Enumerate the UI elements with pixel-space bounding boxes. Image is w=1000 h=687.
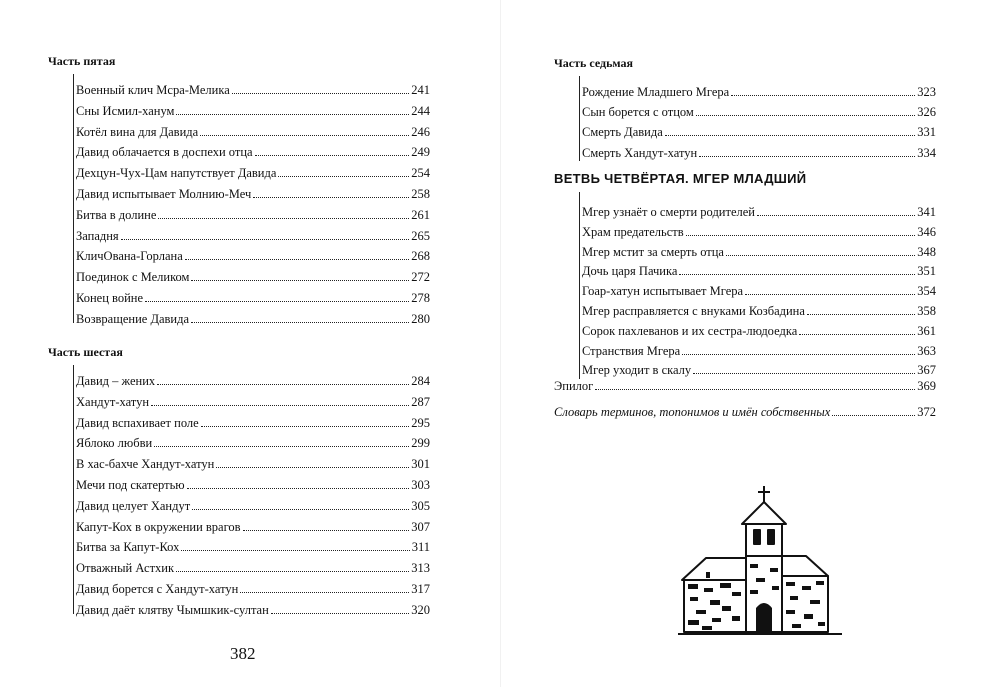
branch4-bracket: [579, 192, 580, 379]
dot-leader: [745, 294, 915, 295]
toc-entry: [76, 286, 430, 306]
dot-leader: [757, 215, 915, 216]
dot-leader: [679, 274, 915, 275]
toc-entry-page: 265: [411, 228, 430, 243]
toc-entry: [76, 411, 430, 431]
toc-entry: [582, 80, 936, 100]
toc-entry-page: 287: [411, 394, 430, 409]
part5-section: [48, 54, 430, 326]
toc-entry-title: Давид борется с Хандут-хатун: [76, 582, 239, 596]
toc-entry-page: 295: [411, 415, 430, 430]
part7-title: Часть седьмая: [554, 56, 634, 70]
toc-entry: [76, 203, 430, 223]
dot-leader: [271, 613, 409, 614]
dot-leader: [686, 235, 916, 236]
dot-leader: [187, 488, 410, 489]
toc-entry-page: 305: [411, 498, 430, 513]
epilogue-page: 369: [917, 379, 936, 393]
toc-entry: [582, 220, 936, 240]
toc-entry: [76, 390, 430, 410]
toc-entry-title: Смерть Хандут-хатун: [582, 145, 698, 160]
page-number: 382: [230, 644, 256, 663]
toc-entry-title: Битва за Капут-Кох: [76, 540, 180, 555]
dot-leader: [832, 415, 915, 416]
toc-entry-title: Мгер расправляется с внуками Козбадина: [582, 304, 805, 318]
part7-bracket: [579, 76, 580, 161]
toc-entry-page: 326: [917, 105, 936, 120]
toc-entry: [582, 299, 936, 319]
toc-entry: [76, 515, 430, 535]
glossary-entry: [554, 400, 936, 420]
dot-leader: [181, 550, 409, 551]
dot-leader: [696, 115, 915, 116]
dot-leader: [253, 197, 409, 198]
toc-entry: [76, 265, 430, 285]
toc-entry-page: 317: [411, 582, 430, 596]
toc-entry-title: В хас-бахче Хандут-хатун: [76, 457, 215, 472]
toc-entry: [582, 339, 936, 359]
part5-title: Часть пятая: [48, 54, 116, 68]
toc-entry: [76, 473, 430, 493]
dot-leader: [216, 467, 409, 468]
dot-leader: [158, 218, 409, 219]
toc-entry-page: 346: [917, 224, 936, 239]
dot-leader: [255, 155, 410, 156]
toc-entry-title: Возвращение Давида: [76, 311, 190, 326]
toc-entry: [582, 100, 936, 120]
dot-leader: [176, 571, 409, 572]
toc-entry-title: Гоар-хатун испытывает Мгера: [582, 284, 744, 299]
toc-entry-title: Сорок пахлеванов и их сестра-людоедка: [582, 323, 798, 338]
toc-entry-title: Хандут-хатун: [76, 394, 150, 409]
toc-entry-page: 241: [411, 83, 430, 97]
toc-entry: [76, 99, 430, 119]
toc-entry-title: Дехцун-Чух-Цам напутствует Давида: [76, 166, 277, 181]
toc-entry: [76, 431, 430, 451]
part6-section: [48, 345, 430, 617]
toc-entry-title: Давид даёт клятву Чымшкик-султан: [76, 602, 269, 617]
toc-entry-title: Поединок с Меликом: [76, 270, 190, 285]
toc-entry-title: Давид – жених: [76, 374, 156, 388]
toc-entry-page: 354: [917, 284, 936, 299]
toc-entry-title: Капут-Кох в окружении врагов: [76, 519, 241, 534]
dot-leader: [726, 255, 915, 256]
dot-leader: [145, 301, 409, 302]
part7-section: [554, 56, 936, 160]
toc-entry-page: 244: [411, 103, 430, 118]
toc-entry: [76, 182, 430, 202]
dot-leader: [201, 426, 410, 427]
toc-entry-page: 313: [411, 561, 430, 576]
dot-leader: [731, 95, 915, 96]
part6-bracket: [73, 365, 74, 614]
toc-entry: [582, 141, 936, 161]
glossary-title: Словарь терминов, топонимов и имён собственных: [554, 405, 831, 419]
toc-entry: [582, 200, 936, 220]
dot-leader: [682, 354, 915, 355]
toc-entry-page: 331: [917, 125, 936, 140]
dot-leader: [232, 93, 409, 94]
toc-entry-title: Отважный Астхик: [76, 561, 175, 576]
toc-entry: [76, 369, 430, 389]
toc-entry-page: 284: [411, 374, 430, 388]
toc-entry-title: Яблоко любви: [76, 436, 153, 451]
part7-entries: [582, 74, 936, 160]
dot-leader: [176, 114, 409, 115]
toc-entry: [582, 120, 936, 140]
toc-entry-page: 261: [411, 207, 430, 222]
toc-entry: [76, 224, 430, 244]
toc-entry-page: 301: [411, 457, 430, 472]
toc-entry-title: КличОвана-Горлана: [76, 249, 183, 264]
toc-entry: [76, 494, 430, 514]
epilogue-entry: [554, 374, 936, 394]
toc-entry-page: 272: [411, 270, 430, 285]
toc-entry-title: Давид вспахивает поле: [76, 415, 199, 430]
dot-leader: [278, 176, 409, 177]
epilogue-section: [554, 374, 936, 394]
toc-entry-page: 280: [411, 311, 430, 326]
toc-entry-title: Смерть Давида: [582, 125, 663, 140]
toc-entry-page: 268: [411, 249, 430, 264]
toc-entry-title: Котёл вина для Давида: [76, 124, 199, 139]
toc-entry-page: 311: [411, 540, 430, 555]
toc-entry: [76, 577, 430, 597]
toc-entry-page: 299: [411, 436, 430, 451]
branch4-title: ВЕТВЬ ЧЕТВЁРТАЯ. МГЕР МЛАДШИЙ: [554, 171, 807, 186]
toc-entry-title: Мечи под скатертью: [76, 478, 185, 492]
toc-entry-page: 249: [411, 145, 430, 160]
dot-leader: [191, 322, 409, 323]
toc-entry: [76, 161, 430, 181]
toc-entry-title: Мгер узнаёт о смерти родителей: [582, 205, 755, 219]
toc-entry-page: 246: [411, 124, 430, 139]
dot-leader: [799, 334, 915, 335]
toc-entry: [76, 598, 430, 618]
toc-entry-title: Сны Исмил-ханум: [76, 103, 175, 118]
toc-entry-title: Дочь царя Пачика: [582, 264, 678, 279]
part5-bracket: [73, 74, 74, 323]
toc-entry: [76, 307, 430, 327]
toc-entry-page: 351: [917, 264, 936, 279]
toc-entry: [76, 452, 430, 472]
toc-entry-page: 254: [411, 166, 430, 181]
toc-entry-page: 363: [917, 343, 936, 358]
part6-entries: [76, 363, 430, 617]
toc-entry-page: 323: [917, 85, 936, 99]
toc-entry-page: 361: [917, 323, 936, 338]
toc-entry-title: Давид испытывает Молнию-Меч: [76, 187, 252, 201]
toc-entry-title: Военный клич Мсра-Мелика: [76, 83, 230, 97]
toc-entry-title: Странствия Мгера: [582, 343, 681, 358]
toc-entry: [582, 319, 936, 339]
toc-entry-page: 334: [917, 145, 936, 160]
toc-entry: [76, 140, 430, 160]
toc-entry: [76, 535, 430, 555]
branch4-entries: [582, 190, 936, 378]
dot-leader: [157, 384, 409, 385]
dot-leader: [154, 446, 409, 447]
toc-entry: [582, 259, 936, 279]
toc-entry: [582, 279, 936, 299]
part5-entries: [76, 72, 430, 326]
part6-title: Часть шестая: [48, 345, 123, 359]
epilogue-title: Эпилог: [554, 379, 594, 393]
glossary-section: [554, 400, 936, 420]
toc-entry-page: 358: [917, 304, 936, 318]
toc-entry-page: 303: [411, 478, 430, 492]
dot-leader: [121, 239, 410, 240]
toc-entry-title: Мгер мстит за смерть отца: [582, 244, 724, 259]
dot-leader: [699, 156, 915, 157]
toc-entry-title: Рождение Младшего Мгера: [582, 85, 730, 99]
dot-leader: [191, 280, 409, 281]
toc-entry-page: 341: [917, 205, 936, 219]
dot-leader: [807, 314, 915, 315]
toc-entry: [582, 240, 936, 260]
toc-entry: [76, 244, 430, 264]
dot-leader: [151, 405, 409, 406]
toc-entry-title: Конец войне: [76, 291, 144, 305]
toc-entry-title: Западня: [76, 228, 119, 243]
toc-entry-page: 307: [411, 519, 430, 534]
dot-leader: [192, 509, 409, 510]
toc-entry-page: 348: [917, 244, 936, 259]
toc-entry-title: Давид облачается в доспехи отца: [76, 145, 253, 160]
toc-entry: [76, 556, 430, 576]
toc-entry-page: 258: [411, 187, 430, 201]
toc-entry-title: Мгер уходит в скалу: [582, 363, 692, 378]
glossary-page: 372: [917, 405, 936, 419]
toc-entry-title: Давид целует Хандут: [76, 498, 191, 513]
toc-entry: [76, 120, 430, 140]
toc-entry: [76, 78, 430, 98]
dot-leader: [185, 259, 409, 260]
dot-leader: [665, 135, 916, 136]
toc-entry-page: 278: [411, 291, 430, 305]
toc-entry-title: Сын борется с отцом: [582, 105, 694, 120]
branch4-section: [554, 171, 936, 378]
church-icon: [676, 484, 844, 644]
toc-entry-page: 320: [411, 602, 430, 617]
dot-leader: [243, 530, 410, 531]
dot-leader: [200, 135, 409, 136]
dot-leader: [240, 592, 409, 593]
toc-entry-title: Битва в долине: [76, 207, 157, 222]
toc-entry-page: 367: [917, 363, 936, 378]
dot-leader: [595, 389, 915, 390]
toc-entry-title: Храм предательств: [582, 224, 684, 239]
